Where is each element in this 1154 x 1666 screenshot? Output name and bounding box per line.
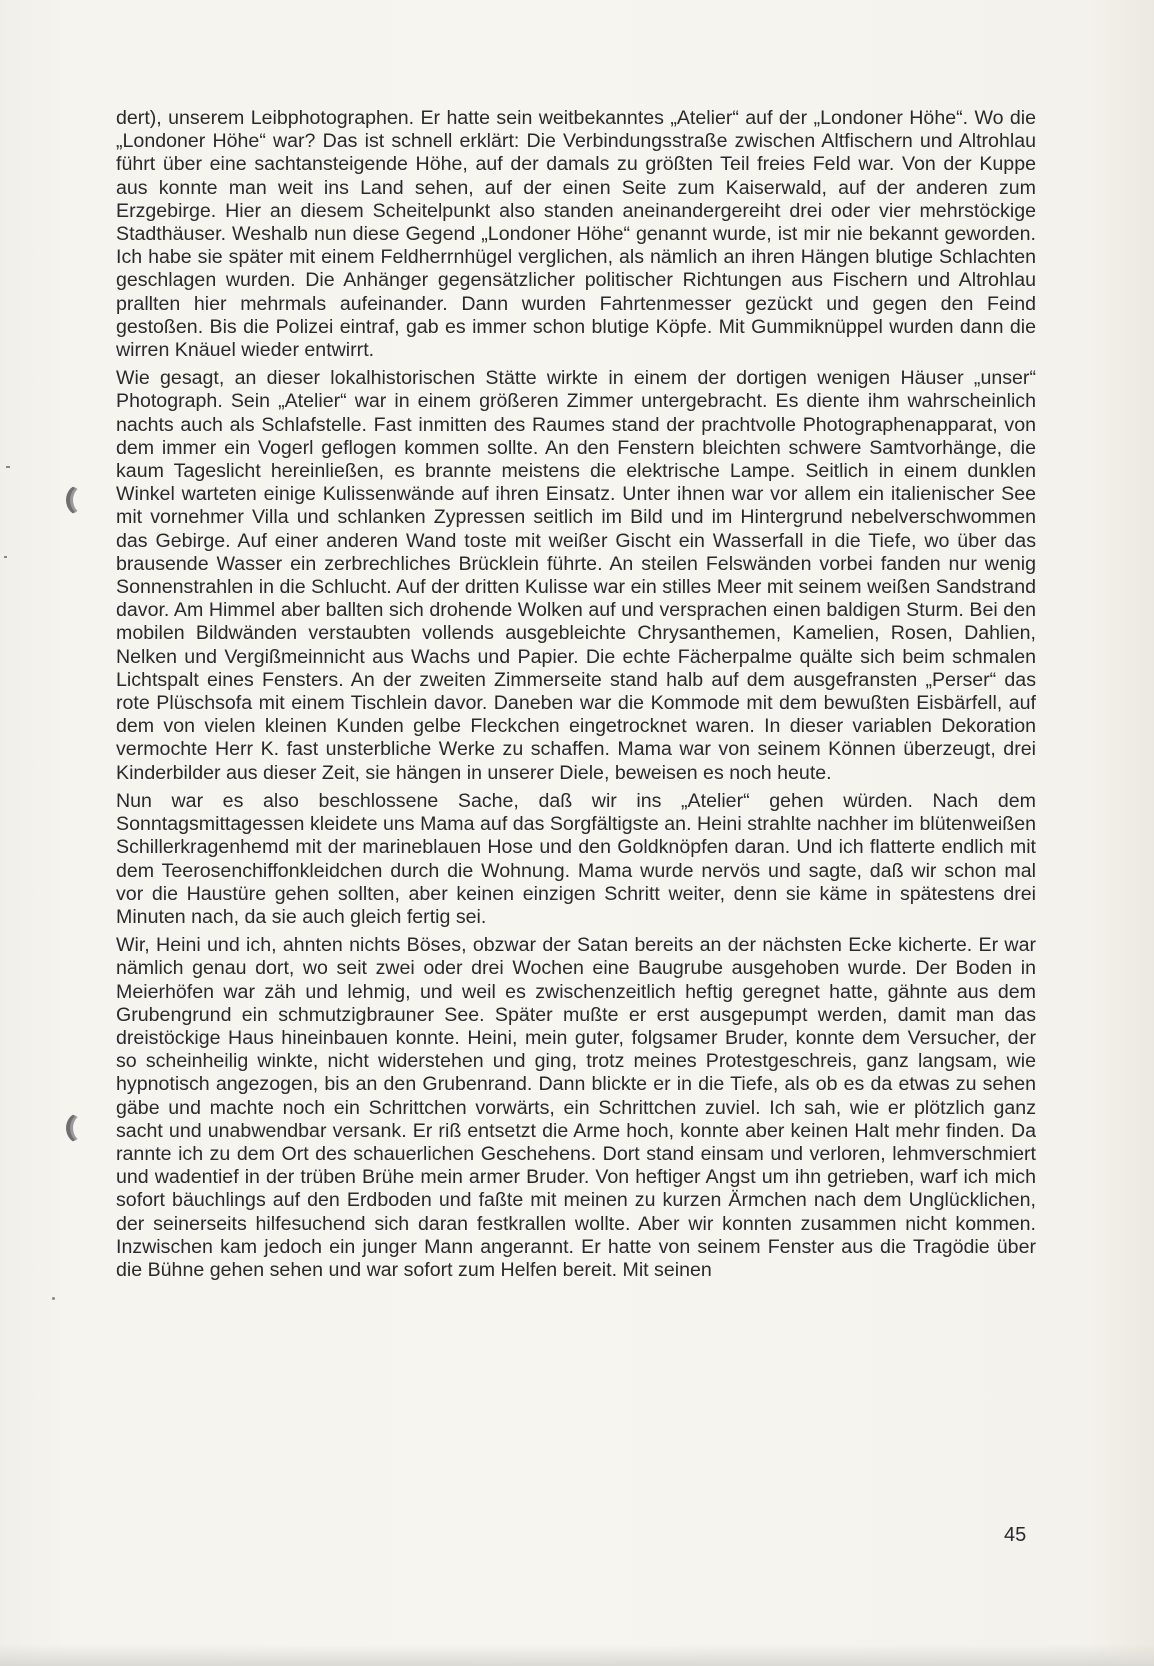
paragraph: Nun war es also beschlossene Sache, daß wir ins „Atelier“ gehen würden. Nach dem Sonntagsmittagessen kleidete uns Mama auf das Sorgfältigste an. Heini strahlte nachher im blütenweißen Schillerkragenhemd mit der marineblauen Hose und den Goldknöpfen daran. Und ich flatterte endlich mit dem Teerosenchiffonkleidchen durch die Wohnung. Mama wurde nervös und sagte, daß wir schon mal vor die Haustüre gehen sollten, aber keinen einzigen Schritt weiter, denn sie käme in spätestens drei Minuten nach, da sie auch gleich fertig sei.: [116, 789, 1036, 928]
margin-speck: [4, 556, 7, 558]
margin-speck: [52, 1297, 55, 1300]
paragraph: Wir, Heini und ich, ahnten nichts Böses, obzwar der Satan bereits an der nächsten Ecke kicherte. Er war nämlich genau dort, wo seit zwei oder drei Wochen eine Baugrube ausgehoben wurde. Der Boden in Meierhöfen war zäh und lehmig, und weil es zwischenzeitlich heftig geregnet hatte, gähnte aus dem Grubengrund ein schmutzigbrauner See. Später mußte er erst ausgepumpt werden, damit man das dreistöckige Haus hineinbauen konnte. Heini, mein guter, folgsamer Bruder, konnte dem Versucher, der so scheinheilig winkte, nicht widerstehen und ging, trotz meines Protestgeschreis, ganz langsam, wie hypnotisch angezogen, bis an den Grubenrand. Dann blickte er in die Tiefe, als ob es da etwas zu sehen gäbe und machte noch ein Schrittchen vorwärts, ein Schrittchen zuviel. Ich sah, wie er plötzlich ganz sacht und unabwendbar versank. Er riß entsetzt die Arme hoch, konnte aber keinen Halt mehr finden. Da rannte ich zu dem Ort des schauerlichen Geschehens. Dort stand einsam und verloren, lehmverschmiert und wadentief in der trüben Brühe mein armer Bruder. Von heftiger Angst um ihn getrieben, warf ich mich sofort bäuchlings auf den Erdboden und faßte mit meinen zu kurzen Ärmchen nach dem Unglücklichen, der seinerseits hilfesuchend sich daran festkrallen wollte. Aber wir konnten zusammen nicht kommen. Inzwischen kam jedoch ein junger Mann angerannt. Er hatte von seinem Fenster aus die Tragödie über die Bühne gehen sehen und war sofort zum Helfen bereit. Mit seinen: [116, 934, 1036, 1281]
binder-hole-mark: [60, 482, 94, 520]
binder-hole-mark: [60, 1110, 94, 1148]
paragraph: Wie gesagt, an dieser lokalhistorischen Stätte wirkte in einem der dortigen wenigen Häuser „unser“ Photograph. Sein „Atelier“ war in einem größeren Zimmer untergebracht. Es diente ihm wahrscheinlich nachts auch als Schlafstelle. Fast inmitten des Raumes stand der prachtvolle Photographenapparat, von dem immer ein Vogerl geflogen kommen sollte. An den Fenstern bleichten schwere Samtvorhänge, die kaum Tageslicht hereinließen, es brannte meistens die elektrische Lampe. Seitlich in einem dunklen Winkel warteten einige Kulissenwände auf ihren Einsatz. Unter ihnen war vor allem ein italienischer See mit vornehmer Villa und schlanken Zypressen seitlich im Bild und im Hintergrund nebelverschwommen das Gebirge. Auf einer anderen Wand toste mit weißer Gischt ein Wasserfall in die Tiefe, wo über das brausende Wasser ein zerbrechliches Brücklein führte. An steilen Felswänden vorbei fanden nur wenig Sonnenstrahlen in die Schlucht. Auf der dritten Kulisse war ein stilles Meer mit seinem weißen Sandstrand davor. Am Himmel aber ballten sich drohende Wolken auf und versprachen einen baldigen Sturm. Bei den mobilen Bildwänden verstaubten vollends ausgebleichte Chrysanthemen, Kamelien, Rosen, Dahlien, Nelken und Vergißmeinnicht aus Wachs und Papier. Die echte Fächerpalme quälte sich beim schmalen Lichtspalt eines Fensters. An der zweiten Zimmerseite stand halb auf dem ausgefransten „Perser“ das rote Plüschsofa mit einem Tischlein davor. Daneben war die Kommode mit dem bewußten Eisbärfell, auf dem von vielen kleinen Kunden gelbe Fleckchen eingetrocknet waren. In dieser variablen Dekoration vermochte Herr K. fast unsterbliche Werke zu schaffen. Mama war von seinem Können überzeugt, drei Kinderbilder aus dieser Zeit, sie hängen in unserer Diele, beweisen es noch heute.: [116, 367, 1036, 784]
paragraph: dert), unserem Leibphotographen. Er hatte sein weitbekanntes „Atelier“ auf der „Londoner Höhe“. Wo die „Londoner Höhe“ war? Das ist schnell erklärt: Die Verbindungsstraße zwischen Altfischern und Altrohlau führt über eine sachtansteigende Höhe, auf der damals zu größten Teil freies Feld war. Von der Kuppe aus konnte man weit ins Land sehen, auf der einen Seite zum Kaiserwald, auf der anderen zum Erzgebirge. Hier an diesem Scheitelpunkt also standen aneinandergereiht drei oder vier mehrstöckige Stadthäuser. Weshalb nun diese Gegend „Londoner Höhe“ genannt wurde, ist mir nie bekannt geworden. Ich habe sie später mit einem Feldherrnhügel verglichen, als nämlich an ihren Hängen blutige Schlachten geschlagen wurden. Die Anhänger gegensätzlicher politischer Richtungen aus Fischern und Altrohlau prallten hier mehrmals aufeinander. Dann wurden Fahrtenmesser gezückt und gegen den Feind gestoßen. Bis die Polizei eintraf, gab es immer schon blutige Köpfe. Mit Gummiknüppel wurden dann die wirren Knäuel wieder entwirrt.: [116, 107, 1036, 362]
margin-speck: [6, 466, 10, 468]
body-text: [116, 107, 1036, 1287]
page-number: 45: [1004, 1524, 1027, 1546]
